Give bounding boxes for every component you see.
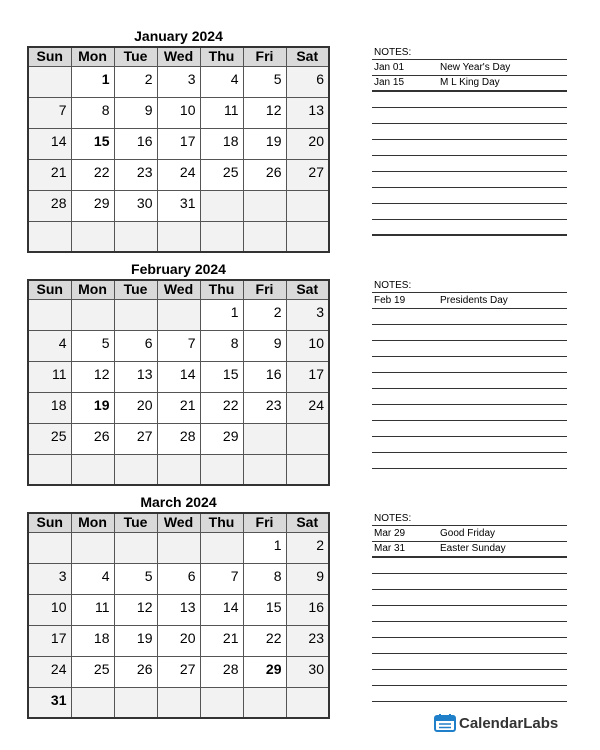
- week-row: [28, 656, 329, 687]
- weekday-header: Wed: [157, 280, 200, 299]
- day-cell: [157, 221, 200, 252]
- notes-panel: [372, 45, 567, 236]
- day-cell: 19: [114, 625, 157, 656]
- note-line: [372, 686, 567, 702]
- week-row: [28, 66, 329, 97]
- day-cell: 17: [28, 625, 71, 656]
- weekday-header: Wed: [157, 47, 200, 66]
- day-cell: 8: [71, 97, 114, 128]
- note-line: [372, 670, 567, 686]
- day-cell: [286, 221, 329, 252]
- weekday-header: Sun: [28, 513, 71, 532]
- holiday-name: Easter Sunday: [440, 543, 506, 554]
- day-cell: 13: [286, 97, 329, 128]
- note-line: [372, 92, 567, 108]
- brand-name: CalendarLabs: [459, 714, 559, 732]
- day-cell: 21: [28, 159, 71, 190]
- weekday-header: Fri: [243, 513, 286, 532]
- weekday-header: Sat: [286, 513, 329, 532]
- note-line: [372, 373, 567, 389]
- week-row: [28, 563, 329, 594]
- note-line: [372, 76, 567, 92]
- day-cell: 3: [28, 563, 71, 594]
- day-cell: 31: [157, 190, 200, 221]
- day-cell: 7: [28, 97, 71, 128]
- day-cell: 17: [157, 128, 200, 159]
- day-cell: 28: [157, 423, 200, 454]
- day-cell: 15: [200, 361, 243, 392]
- week-row: [28, 687, 329, 718]
- day-cell: 10: [28, 594, 71, 625]
- day-cell: 10: [157, 97, 200, 128]
- note-line: [372, 574, 567, 590]
- weekday-header: Sun: [28, 47, 71, 66]
- weekday-header: Tue: [114, 280, 157, 299]
- weekday-header-row: [28, 47, 329, 66]
- day-cell: [71, 221, 114, 252]
- week-row: [28, 190, 329, 221]
- day-cell: 8: [243, 563, 286, 594]
- day-cell: 7: [200, 563, 243, 594]
- day-cell: 25: [200, 159, 243, 190]
- day-cell: 22: [71, 159, 114, 190]
- day-cell: 29: [71, 190, 114, 221]
- day-cell: 3: [157, 66, 200, 97]
- day-cell: 16: [114, 128, 157, 159]
- weekday-header: Thu: [200, 47, 243, 66]
- day-cell: [71, 687, 114, 718]
- day-cell: [157, 532, 200, 563]
- day-cell: 20: [286, 128, 329, 159]
- day-cell: 12: [114, 594, 157, 625]
- month-calendar: [27, 255, 330, 486]
- day-cell: [243, 221, 286, 252]
- day-cell: [286, 423, 329, 454]
- day-cell: [200, 221, 243, 252]
- day-cell: [28, 454, 71, 485]
- note-line: [372, 188, 567, 204]
- day-cell: 15: [243, 594, 286, 625]
- note-line: [372, 341, 567, 357]
- day-cell: 10: [286, 330, 329, 361]
- day-cell: 6: [286, 66, 329, 97]
- note-line: [372, 542, 567, 558]
- day-cell: 4: [200, 66, 243, 97]
- week-row: [28, 299, 329, 330]
- day-cell: 18: [71, 625, 114, 656]
- week-row: [28, 594, 329, 625]
- note-line: [372, 558, 567, 574]
- day-cell: [114, 221, 157, 252]
- day-cell: 8: [200, 330, 243, 361]
- calendarlabs-logo: [434, 714, 558, 732]
- weekday-header: Fri: [243, 47, 286, 66]
- day-cell: 24: [28, 656, 71, 687]
- day-cell: [114, 299, 157, 330]
- weekday-header: Mon: [71, 280, 114, 299]
- note-line: [372, 526, 567, 542]
- weekday-header: Fri: [243, 280, 286, 299]
- day-cell: 27: [114, 423, 157, 454]
- note-line: [372, 309, 567, 325]
- weekday-header: Tue: [114, 513, 157, 532]
- weekday-header: Sat: [286, 47, 329, 66]
- week-row: [28, 330, 329, 361]
- day-cell: 14: [157, 361, 200, 392]
- month-calendar: [27, 22, 330, 253]
- day-cell: 15: [71, 128, 114, 159]
- week-row: [28, 128, 329, 159]
- day-cell: [71, 532, 114, 563]
- day-cell: 20: [114, 392, 157, 423]
- day-cell: [200, 687, 243, 718]
- day-cell: 19: [71, 392, 114, 423]
- day-cell: 9: [286, 563, 329, 594]
- day-cell: 6: [157, 563, 200, 594]
- weekday-header: Sun: [28, 280, 71, 299]
- day-cell: [200, 532, 243, 563]
- note-line: [372, 405, 567, 421]
- day-cell: [200, 190, 243, 221]
- month-grid: [27, 279, 330, 486]
- weekday-header: Mon: [71, 513, 114, 532]
- day-cell: 9: [243, 330, 286, 361]
- note-line: [372, 204, 567, 220]
- day-cell: 9: [114, 97, 157, 128]
- week-row: [28, 159, 329, 190]
- holiday-date: Feb 19: [374, 295, 406, 306]
- weekday-header: Tue: [114, 47, 157, 66]
- day-cell: 23: [286, 625, 329, 656]
- week-row: [28, 454, 329, 485]
- month-grid: [27, 46, 330, 253]
- notes-panel: [372, 511, 567, 702]
- day-cell: [28, 66, 71, 97]
- month-grid: [27, 512, 330, 719]
- weekday-header: Wed: [157, 513, 200, 532]
- day-cell: 12: [243, 97, 286, 128]
- note-line: [372, 453, 567, 469]
- week-row: [28, 361, 329, 392]
- day-cell: 2: [114, 66, 157, 97]
- day-cell: 12: [71, 361, 114, 392]
- week-row: [28, 532, 329, 563]
- holiday-date: Mar 31: [374, 543, 406, 554]
- day-cell: 11: [71, 594, 114, 625]
- day-cell: 14: [200, 594, 243, 625]
- day-cell: 22: [200, 392, 243, 423]
- note-line: [372, 606, 567, 622]
- weekday-header: Mon: [71, 47, 114, 66]
- day-cell: 21: [157, 392, 200, 423]
- day-cell: [71, 299, 114, 330]
- day-cell: 11: [28, 361, 71, 392]
- day-cell: 4: [28, 330, 71, 361]
- notes-label: NOTES:: [372, 45, 567, 60]
- day-cell: 1: [243, 532, 286, 563]
- weekday-header-row: [28, 513, 329, 532]
- note-line: [372, 357, 567, 373]
- note-line: [372, 421, 567, 437]
- day-cell: [71, 454, 114, 485]
- calendar-logo-icon: [434, 714, 456, 732]
- day-cell: 23: [243, 392, 286, 423]
- note-line: [372, 293, 567, 309]
- day-cell: [114, 454, 157, 485]
- month-calendar: [27, 488, 330, 719]
- notes-label: NOTES:: [372, 278, 567, 293]
- holiday-name: New Year's Day: [440, 62, 511, 73]
- day-cell: 26: [71, 423, 114, 454]
- day-cell: 6: [114, 330, 157, 361]
- day-cell: [243, 454, 286, 485]
- holiday-name: Good Friday: [440, 528, 496, 539]
- day-cell: 17: [286, 361, 329, 392]
- day-cell: [28, 532, 71, 563]
- week-row: [28, 392, 329, 423]
- note-line: [372, 590, 567, 606]
- day-cell: 5: [243, 66, 286, 97]
- day-cell: 20: [157, 625, 200, 656]
- day-cell: [157, 454, 200, 485]
- holiday-name: Presidents Day: [440, 295, 508, 306]
- day-cell: [243, 190, 286, 221]
- day-cell: 2: [243, 299, 286, 330]
- note-line: [372, 325, 567, 341]
- month-title: February 2024: [131, 261, 226, 277]
- note-line: [372, 156, 567, 172]
- month-title: March 2024: [140, 494, 217, 510]
- note-line: [372, 437, 567, 453]
- day-cell: 24: [157, 159, 200, 190]
- day-cell: 28: [28, 190, 71, 221]
- day-cell: 30: [114, 190, 157, 221]
- day-cell: 19: [243, 128, 286, 159]
- notes-panel: [372, 278, 567, 469]
- day-cell: [243, 423, 286, 454]
- day-cell: 30: [286, 656, 329, 687]
- day-cell: 29: [200, 423, 243, 454]
- day-cell: 2: [286, 532, 329, 563]
- week-row: [28, 221, 329, 252]
- notes-label: NOTES:: [372, 511, 567, 526]
- day-cell: 5: [71, 330, 114, 361]
- day-cell: 4: [71, 563, 114, 594]
- day-cell: 22: [243, 625, 286, 656]
- day-cell: [200, 454, 243, 485]
- holiday-date: Jan 01: [374, 62, 405, 73]
- day-cell: 26: [243, 159, 286, 190]
- day-cell: 27: [157, 656, 200, 687]
- day-cell: 16: [286, 594, 329, 625]
- note-line: [372, 389, 567, 405]
- note-line: [372, 172, 567, 188]
- day-cell: 3: [286, 299, 329, 330]
- day-cell: [286, 454, 329, 485]
- day-cell: 14: [28, 128, 71, 159]
- week-row: [28, 625, 329, 656]
- weekday-header: Thu: [200, 513, 243, 532]
- day-cell: 1: [71, 66, 114, 97]
- note-line: [372, 654, 567, 670]
- day-cell: 11: [200, 97, 243, 128]
- day-cell: 25: [28, 423, 71, 454]
- day-cell: 13: [114, 361, 157, 392]
- day-cell: 1: [200, 299, 243, 330]
- day-cell: 7: [157, 330, 200, 361]
- day-cell: 5: [114, 563, 157, 594]
- day-cell: 27: [286, 159, 329, 190]
- holiday-date: Mar 29: [374, 528, 406, 539]
- day-cell: 18: [28, 392, 71, 423]
- note-line: [372, 124, 567, 140]
- day-cell: [157, 687, 200, 718]
- day-cell: [28, 221, 71, 252]
- week-row: [28, 97, 329, 128]
- day-cell: [243, 687, 286, 718]
- day-cell: 31: [28, 687, 71, 718]
- day-cell: [157, 299, 200, 330]
- weekday-header: Thu: [200, 280, 243, 299]
- day-cell: [286, 687, 329, 718]
- note-line: [372, 140, 567, 156]
- day-cell: 26: [114, 656, 157, 687]
- holiday-date: Jan 15: [374, 77, 405, 88]
- day-cell: [114, 532, 157, 563]
- note-line: [372, 60, 567, 76]
- note-line: [372, 108, 567, 124]
- day-cell: 28: [200, 656, 243, 687]
- weekday-header-row: [28, 280, 329, 299]
- month-title: January 2024: [134, 28, 223, 44]
- day-cell: 23: [114, 159, 157, 190]
- day-cell: [28, 299, 71, 330]
- note-line: [372, 622, 567, 638]
- day-cell: 21: [200, 625, 243, 656]
- day-cell: 16: [243, 361, 286, 392]
- day-cell: [114, 687, 157, 718]
- holiday-name: M L King Day: [440, 77, 500, 88]
- day-cell: 25: [71, 656, 114, 687]
- day-cell: [286, 190, 329, 221]
- weekday-header: Sat: [286, 280, 329, 299]
- week-row: [28, 423, 329, 454]
- day-cell: 29: [243, 656, 286, 687]
- day-cell: 18: [200, 128, 243, 159]
- note-line: [372, 638, 567, 654]
- day-cell: 13: [157, 594, 200, 625]
- day-cell: 24: [286, 392, 329, 423]
- note-line: [372, 220, 567, 236]
